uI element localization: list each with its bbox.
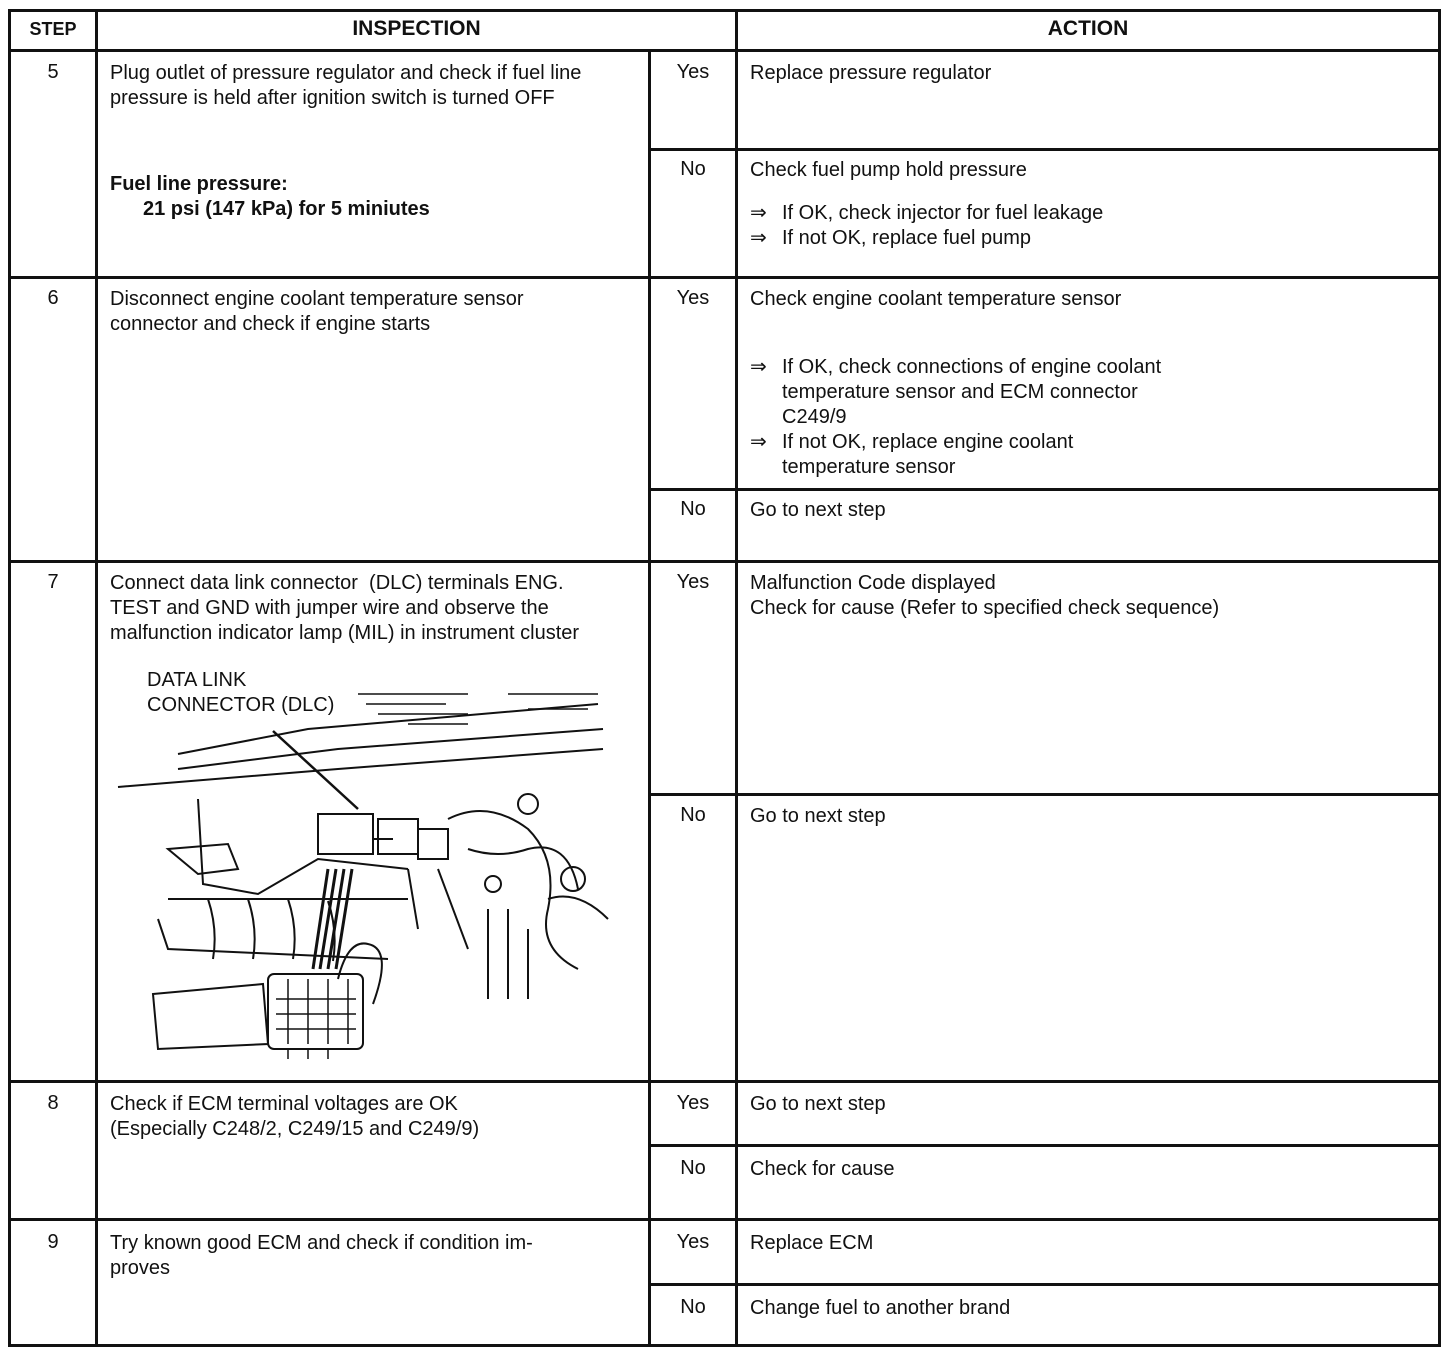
yes-label: Yes [676,1231,710,1253]
table-border-bottom [8,1344,1441,1347]
inspection-text: Connect data link connector (DLC) terminals ENG. TEST and GND with jumper wire and observe the malfunction indicator lamp (MIL) in instrument cluster [110,572,580,644]
header-step: STEP [29,19,77,39]
no-label: No [680,498,706,520]
row6-yesno-divider [648,488,1441,491]
yes-label: Yes [676,571,710,593]
figure-label: DATA LINK CONNECTOR (DLC) [147,669,335,716]
action-column-divider [735,9,738,1347]
diagnostic-table [8,9,1441,1347]
step-number: 5 [47,61,59,83]
no-label: No [680,158,706,180]
table-border-left [8,9,11,1347]
step-number: 6 [47,287,59,309]
row9-yesno-divider [648,1283,1441,1286]
spec-label: Fuel line pressure: [110,173,288,195]
inspection-text: Disconnect engine coolant temperature sensor connector and check if engine starts [110,288,524,335]
yes-action: Replace ECM [750,1232,874,1254]
yes-action: Replace pressure regulator [750,62,992,84]
arrow-icon: ⇒ [750,202,767,224]
header-divider [8,49,1441,52]
inspection-text: Plug outlet of pressure regulator and check if fuel line pressure is held after ignition switch is turned OFF [110,62,582,109]
arrow-icon: ⇒ [750,356,767,378]
arrow-icon: ⇒ [750,431,767,453]
no-label: No [680,1157,706,1179]
no-action: Check for cause [750,1158,895,1180]
step-number: 8 [47,1092,59,1114]
no-action: Check fuel pump hold pressure [750,159,1027,181]
yes-action-item: ⇒ If OK, check connections of engine coolant temperature sensor and ECM connector C249/9 [750,356,1162,428]
no-label: No [680,1296,706,1318]
no-action: Go to next step [750,805,886,827]
yesno-column-divider [648,49,651,1347]
engine-bay-illustration [108,669,618,1059]
row7-bottom [8,1080,1441,1083]
no-action: Change fuel to another brand [750,1297,1011,1319]
yes-action: Malfunction Code displayed Check for cause (Refer to specified check sequence) [750,572,1220,619]
row8-bottom [8,1218,1441,1221]
table-border-right [1438,9,1441,1347]
row5-bottom [8,276,1441,279]
yes-label: Yes [676,1092,710,1114]
inspection-text: Check if ECM terminal voltages are OK (Especially C248/2, C249/15 and C249/9) [110,1093,480,1140]
header-action: ACTION [1047,17,1129,40]
no-action: Go to next step [750,499,886,521]
step-column-divider [95,9,98,1347]
row6-bottom [8,560,1441,563]
no-action-item: ⇒ If OK, check injector for fuel leakage [750,202,1104,224]
yes-action-item: ⇒ If not OK, replace engine coolant temperature sensor [750,431,1074,478]
no-label: No [680,804,706,826]
inspection-text: Try known good ECM and check if condition im- proves [110,1232,533,1279]
yes-label: Yes [676,61,710,83]
row7-yesno-divider [648,793,1441,796]
spec-value: 21 psi (147 kPa) for 5 miniutes [143,198,430,220]
yes-action: Check engine coolant temperature sensor [750,288,1122,310]
header-inspection: INSPECTION [352,17,481,40]
arrow-icon: ⇒ [750,227,767,249]
step-number: 7 [47,571,59,593]
no-action-item: ⇒ If not OK, replace fuel pump [750,227,1032,249]
yes-label: Yes [676,287,710,309]
step-number: 9 [47,1231,59,1253]
row8-yesno-divider [648,1144,1441,1147]
row5-yesno-divider [648,148,1441,151]
yes-action: Go to next step [750,1093,886,1115]
